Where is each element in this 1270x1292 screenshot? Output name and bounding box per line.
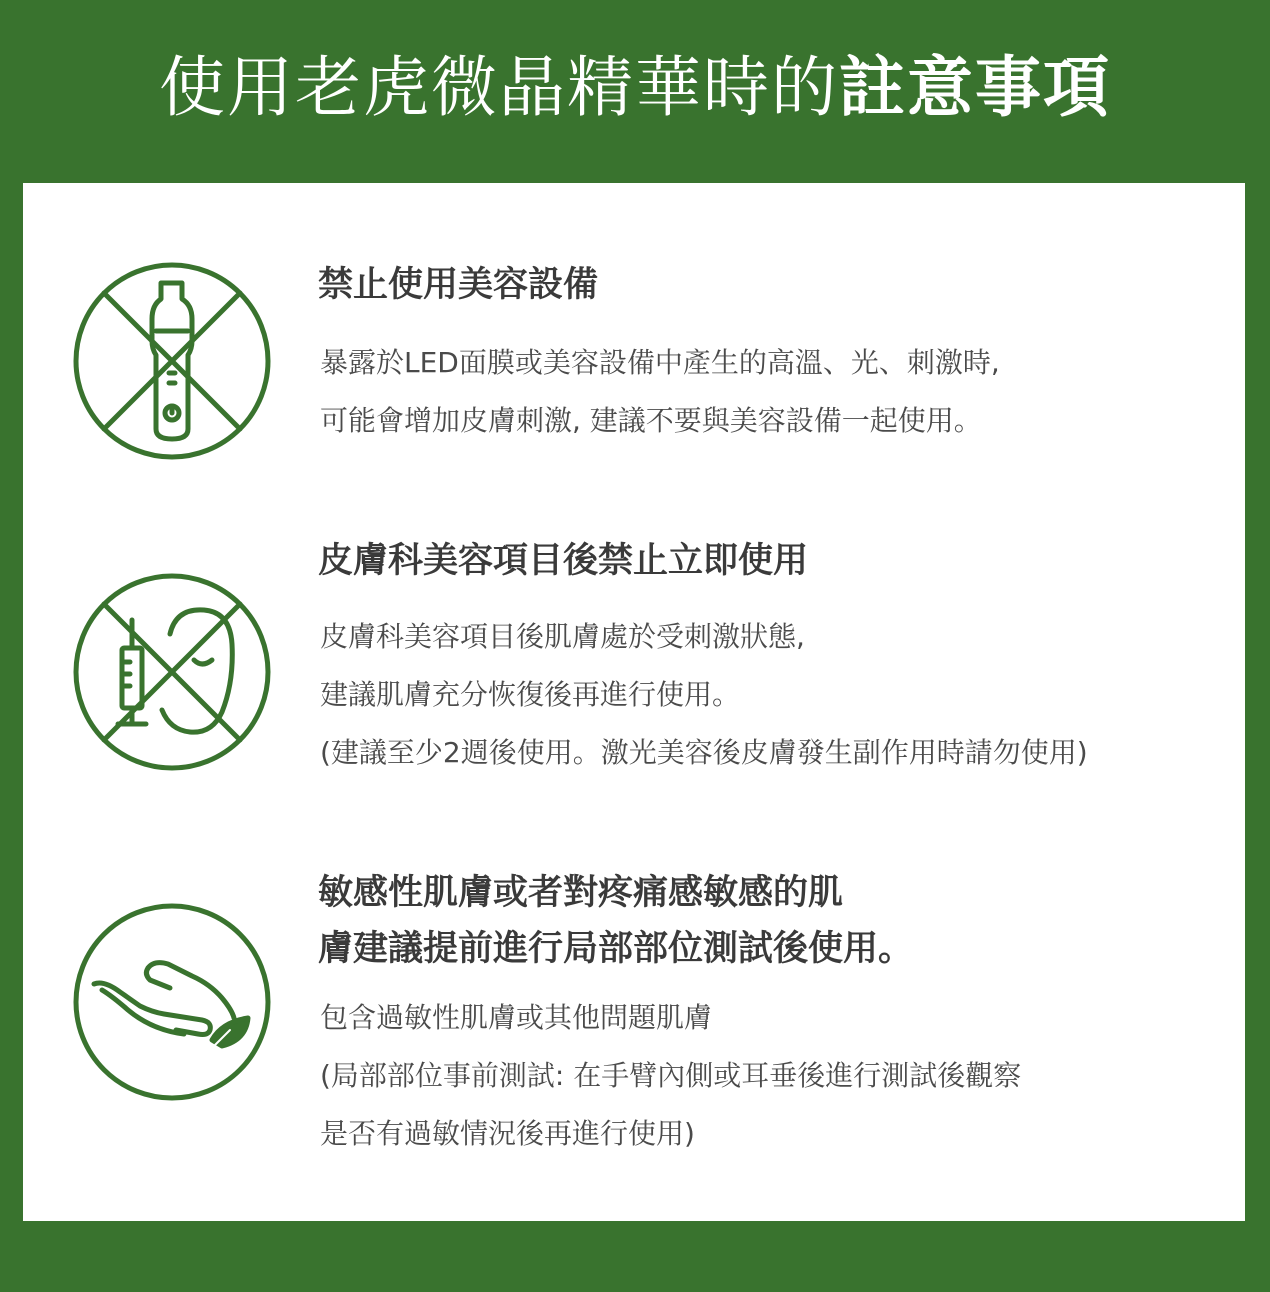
notice-3-body-line: (局部部位事前測試: 在手臂內側或耳垂後進行測試後觀察 <box>320 1059 1022 1092</box>
notice-2-body <box>320 608 1088 782</box>
notice-2-heading <box>318 533 808 589</box>
notice-2-body-line: 建議肌膚充分恢復後再進行使用。 <box>320 678 741 711</box>
notice-1-heading-line: 禁止使用美容設備 <box>318 265 599 305</box>
notice-3-heading-line: 膚建議提前進行局部部位測試後使用。 <box>318 929 914 969</box>
notice-2-body-line: (建議至少2週後使用。激光美容後皮膚發生副作用時請勿使用) <box>320 736 1088 769</box>
notice-3-body-line: 包含過敏性肌膚或其他問題肌膚 <box>320 1001 713 1034</box>
notice-1-body-line: 可能會增加皮膚刺激, 建議不要與美容設備一起使用。 <box>320 404 982 437</box>
page-title <box>159 49 1111 126</box>
notice-card <box>23 183 1245 1221</box>
notice-3-body <box>320 989 1021 1163</box>
notice-3-heading <box>318 865 913 977</box>
title-emphasis: 註意事項 <box>839 49 1111 126</box>
notice-2-heading-line: 皮膚科美容項目後禁止立即使用 <box>318 541 809 581</box>
hand-patch-test-icon <box>72 902 272 1102</box>
notice-1-body <box>320 334 1000 450</box>
title-regular: 使用老虎微晶精華時的 <box>159 49 839 126</box>
no-beauty-device-icon <box>72 261 272 461</box>
notice-1-heading <box>318 257 598 313</box>
notice-3-heading-line: 敏感性肌膚或者對疼痛感敏感的肌 <box>318 873 844 913</box>
notice-1-body-line: 暴露於LED面膜或美容設備中產生的高溫、光、刺激時, <box>320 346 1000 379</box>
notice-2-body-line: 皮膚科美容項目後肌膚處於受刺激狀態, <box>320 620 805 653</box>
header-banner <box>0 0 1270 182</box>
no-dermatology-treatment-icon <box>72 572 272 772</box>
notice-3-body-line: 是否有過敏情況後再進行使用) <box>320 1117 695 1150</box>
